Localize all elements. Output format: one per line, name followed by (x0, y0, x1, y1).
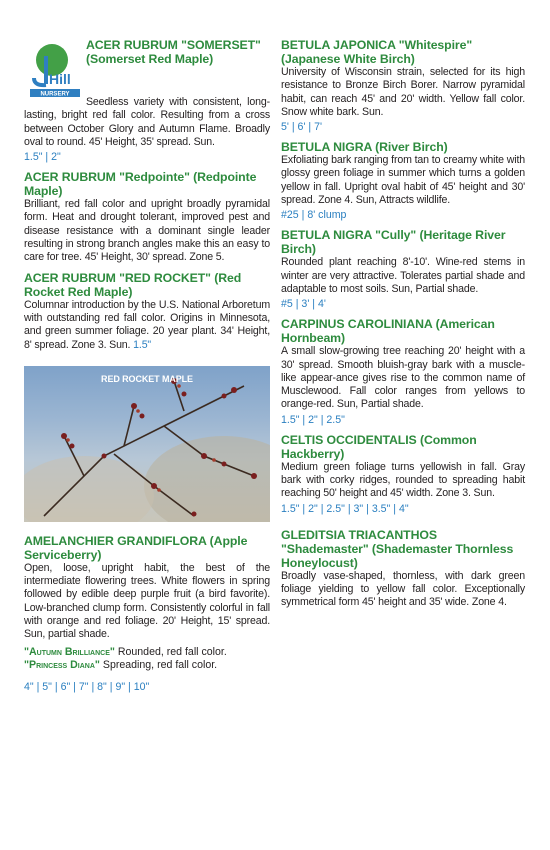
entry-title: ACER RUBRUM "RED ROCKET" (Red Rocket Red Maple) (24, 270, 242, 299)
entry-title: BETULA JAPONICA "Whitespire" (Japanese White Birch) (281, 38, 473, 66)
entry-title: GLEDITSIA TRIACANTHOS "Shademaster" (Shademaster Thornless Honeylocust) (281, 527, 514, 570)
entry-description: Seedless variety with consistent, long-lasting, bright red fall color. Resulting from a cross between October Glory and Autumn Flame. Broadly oval to round. 45' Height, 35' spread. Sun. (24, 96, 270, 148)
right-column (281, 38, 525, 616)
entry-title: ACER RUBRUM "SOMERSET" (Somerset Red Maple) (86, 38, 261, 66)
entry-sizes: 1.5" | 2" | 2.5" (281, 413, 345, 426)
entry-carpinus (281, 317, 525, 426)
cultivar-name: "Princess Diana" (24, 658, 100, 671)
entry-amelanchier (24, 534, 270, 694)
entry-description: Rounded plant reaching 8'-10'. Wine-red stems in winter are very attractive. Tolerates partial shade and adaptable to most soils. Sun, Partial shade. (281, 256, 525, 295)
cultivar-name: "Autumn Brilliance" (24, 645, 115, 658)
entry-acer-redpointe (24, 170, 270, 264)
cultivar-line (24, 659, 270, 672)
entry-betula-japonica (281, 38, 525, 134)
entry-acer-redrocket (24, 271, 270, 352)
entry-description: Broadly vase-shaped, thornless, with dark green foliage yielding to yellow fall color. Exceptionally symmetrical form 45' height and 35' wide. Zone 4. (281, 569, 525, 609)
cultivar-line (24, 646, 270, 659)
entry-title: CELTIS OCCIDENTALIS (Common Hackberry) (281, 432, 477, 461)
entry-description: Medium green foliage turns yellowish in fall. Gray bark with corky ridges, rounded to spreading habit reaching 50' height and 45' width. Zone 3. Sun. (281, 460, 525, 500)
entry-title: BETULA NIGRA (River Birch) (281, 140, 448, 155)
description-text: Columnar introduction by the U.S. National Arboretum with outstanding red fall color. Origins in Minnesota, and green summer foliage. 20 year plant. 34' Height, 8' spread. Zone 3. Sun. (24, 298, 270, 351)
jhill-nursery-logo (24, 38, 86, 104)
entry-description: Open, loose, upright habit, the best of the intermediate flowering trees. White flowers in spring followed by edible deep purple fruit (a bird favorite). Low-branched clump form. Consistently colorful in fall with orange and red foliage. 20' Height, 15' spread. Sun, partial shade. (24, 561, 270, 641)
entry-size-inline: 1.5" (133, 338, 152, 351)
cultivar-description: Rounded, red fall color. (114, 645, 227, 658)
entry-sizes: #25 | 8' clump (281, 209, 347, 222)
entry-celtis (281, 433, 525, 516)
entry-sizes: 1.5" | 2" (24, 151, 61, 164)
entry-title: AMELANCHIER GRANDIFLORA (Apple Serviceberry) (24, 533, 248, 562)
svg-text:NURSERY: NURSERY (40, 91, 70, 98)
entry-sizes: 4" | 5" | 6" | 7" | 8" | 9" | 10" (24, 681, 150, 694)
entry-description: Brilliant, red fall color and upright broadly pyramidal form. Heat and drought tolerant, improved pest and disease resistance with a dominant single leader resulting in strong branch angles make this an easy to care for tree. 45' Height, 30' spread. Zone 5. (24, 198, 270, 264)
cultivar-description: Spreading, red fall color. (99, 658, 218, 671)
red-rocket-maple-photo (24, 366, 270, 522)
entry-description: University of Wisconsin strain, selected for its high resistance to Bronze Birch Borer. Narrow pyramidal habit, can reach 45' and 20' width. Yellow fall color. Snow white bark. Sun. (281, 66, 525, 118)
photo-caption: RED ROCKET MAPLE (101, 373, 193, 384)
entry-sizes: #5 | 3' | 4' (281, 298, 326, 311)
entry-description: A small slow-growing tree reaching 20' height with a 30' spread. Smooth bluish-gray bark with a muscle-like appear-ance gives rise to the common name of Musclewood. Fall color ranges from yellows to orange-red. Sun, Partial shade. (281, 345, 525, 411)
entry-betula-nigra (281, 140, 525, 222)
entry-acer-somerset (24, 38, 270, 104)
svg-text:Hill: Hill (49, 71, 71, 87)
entry-sizes: 5' | 6' | 7' (281, 121, 323, 134)
entry-title: BETULA NIGRA "Cully" (Heritage River Birch) (281, 228, 506, 257)
entry-sizes: 1.5" | 2" | 2.5" | 3" | 3.5" | 4" (281, 502, 409, 515)
entry-description: Exfoliating bark ranging from tan to creamy white with glossy green foliage in summer which turns a golden yellow in fall. Upright oval habit of 45' height and 30' spread. Zone 4. Sun, Attracts wildlife. (281, 154, 525, 207)
entry-title: ACER RUBRUM "Redpointe" (Redpointe Maple) (24, 170, 257, 199)
entry-betula-cully (281, 228, 525, 311)
entry-title: CARPINUS CAROLINIANA (American Hornbeam) (281, 317, 495, 346)
entry-gleditsia (281, 528, 525, 610)
left-column (24, 38, 270, 700)
entry-description (24, 299, 270, 352)
